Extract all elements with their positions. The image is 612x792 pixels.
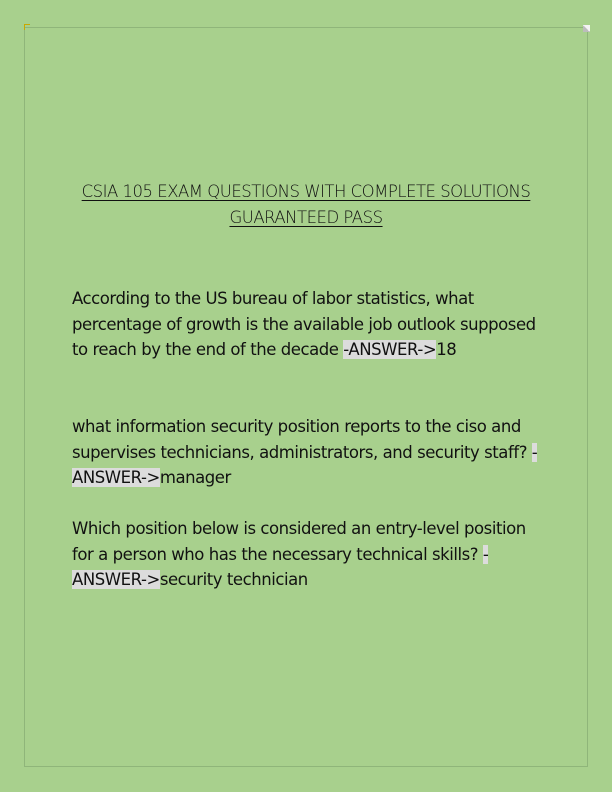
answer-marker: -ANSWER-> (343, 340, 437, 359)
answer-text: security technician (159, 570, 308, 589)
title-line-2: GUARANTEED PASS (229, 208, 383, 227)
question-answer-item (72, 516, 542, 593)
title-line-1: CSIA 105 EXAM QUESTIONS WITH COMPLETE SOLUTIONS (81, 182, 531, 201)
page-border (24, 27, 588, 767)
answer-text: 18 (436, 340, 457, 359)
question-text: Which position below is considered an entry-level position for a person who has the necessary technical skills? (72, 519, 526, 564)
question-text: what information security position reports to the ciso and supervises technicians, administrators, and security staff? (72, 417, 532, 462)
answer-marker: -ANSWER-> (72, 442, 538, 487)
answer-marker: -ANSWER-> (72, 544, 489, 589)
question-answer-item (72, 286, 542, 363)
corner-mark (24, 24, 30, 30)
page-fold-icon (583, 25, 590, 32)
question-text: According to the US bureau of labor statistics, what percentage of growth is the available job outlook supposed to reach by the end of the decade (72, 289, 536, 359)
answer-text: manager (159, 468, 231, 487)
question-answer-item (72, 414, 542, 491)
document-title (70, 179, 542, 231)
